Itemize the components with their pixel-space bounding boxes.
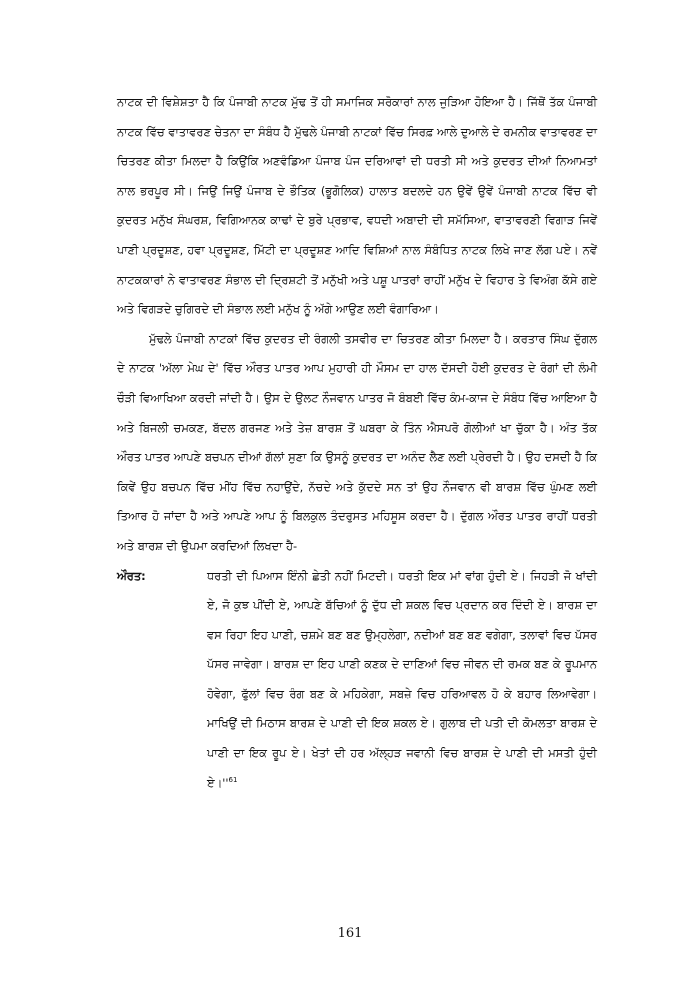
quote-body: ਧਰਤੀ ਦੀ ਪਿਆਸ ਇੰਨੀ ਛੇਤੀ ਨਹੀਂ ਮਿਟਦੀ। ਧਰਤੀ ਇਕ ਮਾਂ ਵਾਂਗ ਹੁੰਦੀ ਏ। ਜਿਹੜੀ ਜੋ ਖਾਂਦੀ ਏ, ਜੋ ਕੁਝ ਪੀਂਦੀ ਏ, ਆਪਣੇ ਬੱਚਿਆਂ ਨੂੰ ਦੁੱਧ ਦੀ ਸ਼ਕਲ ਵਿਚ ਪ੍ਰਦਾਨ ਕਰ ਦਿੰਦੀ ਏ। ਬਾਰਸ਼ ਦਾ ਵਸ ਰਿਹਾ ਇਹ ਪਾਣੀ, ਚਸ਼ਮੇ ਬਣ ਬਣ ਉਮ੍ਹਲੇਗਾ, ਨਦੀਆਂ ਬਣ ਬਣ ਵਗੇਗਾ, ਤਲਾਵਾਂ ਵਿਚ ਪੱਸਰ ਪੱਸਰ ਜਾਵੇਗਾ। ਬਾਰਸ਼ ਦਾ ਇਹ ਪਾਣੀ ਕਣਕ ਦੇ ਦਾਣਿਆਂ ਵਿਚ ਜੀਵਨ ਦੀ ਰਮਕ ਬਣ ਕੇ ਰੂਪਮਾਨ ਹੋਵੇਗਾ, ਫੁੱਲਾਂ ਵਿਚ ਰੰਗ ਬਣ ਕੇ ਮਹਿਕੇਗਾ, ਸਬਜ਼ੇ ਵਿਚ ਹਰਿਆਵਲ ਹੋ ਕੇ ਬਹਾਰ ਲਿਆਵੇਗਾ। ਮਾਖਿਉਂ ਦੀ ਮਿਠਾਸ ਬਾਰਸ਼ ਦੇ ਪਾਣੀ ਦੀ ਇਕ ਸ਼ਕਲ ਏ। ਗੁਲਾਬ ਦੀ ਪਤੀ ਦੀ ਕੋਮਲਤਾ ਬਾਰਸ਼ ਦੇ ਪਾਣੀ ਦਾ ਇਕ ਰੂਪ ਏ। ਖੇਤਾਂ ਦੀ ਹਰ ਅੱਲ੍ਹੜ ਜਵਾਨੀ ਵਿਚ ਬਾਰਸ਼ ਦੇ ਪਾਣੀ ਦੀ ਮਸਤੀ ਹੁੰਦੀ ਏ।'' [207, 568, 597, 790]
footnote-reference: 61 [228, 775, 238, 784]
paragraph: ਮੁੱਢਲੇ ਪੰਜਾਬੀ ਨਾਟਕਾਂ ਵਿੱਚ ਕੁਦਰਤ ਦੀ ਰੰਗਲੀ ਤਸਵੀਰ ਦਾ ਚਿਤਰਣ ਕੀਤਾ ਮਿਲਦਾ ਹੈ। ਕਰਤਾਰ ਸਿੰਘ ਦੁੱਗਲ ਦੇ ਨਾਟਕ 'ਅੱਲਾ ਮੇਘ ਦੇ' ਵਿੱਚ ਔਰਤ ਪਾਤਰ ਆਪ ਮੁਹਾਰੀ ਹੀ ਮੌਸਮ ਦਾ ਹਾਲ ਦੱਸਦੀ ਹੋਈ ਕੁਦਰਤ ਦੇ ਰੰਗਾਂ ਦੀ ਲੰਮੀ ਚੌੜੀ ਵਿਆਖਿਆ ਕਰਦੀ ਜਾਂਦੀ ਹੈ। ਉਸ ਦੇ ਉਲਟ ਨੌਜਵਾਨ ਪਾਤਰ ਜੋ ਬੰਬਈ ਵਿੱਚ ਕੰਮ-ਕਾਜ ਦੇ ਸੰਬੰਧ ਵਿੱਚ ਆਇਆ ਹੈ ਅਤੇ ਬਿਜਲੀ ਚਮਕਣ, ਬੱਦਲ ਗਰਜਣ ਅਤੇ ਤੇਜ਼ ਬਾਰਸ਼ ਤੋਂ ਘਬਰਾ ਕੇ ਤਿੰਨ ਐਸਪਰੋ ਗੋਲੀਆਂ ਖਾ ਚੁੱਕਾ ਹੈ। ਅੰਤ ਤੱਕ ਔਰਤ ਪਾਤਰ ਆਪਣੇ ਬਚਪਨ ਦੀਆਂ ਗੱਲਾਂ ਸੁਣਾ ਕਿ ਉਸਨੂੰ ਕੁਦਰਤ ਦਾ ਅਨੰਦ ਲੈਣ ਲਈ ਪ੍ਰੇਰਦੀ ਹੈ। ਉਹ ਦਸਦੀ ਹੈ ਕਿ ਕਿਵੇਂ ਉਹ ਬਚਪਨ ਵਿੱਚ ਮੀਂਹ ਵਿੱਚ ਨਹਾਉਂਦੇ, ਨੱਚਦੇ ਅਤੇ ਕੁੱਦਦੇ ਸਨ ਤਾਂ ਉਹ ਨੌਜਵਾਨ ਵੀ ਬਾਰਸ਼ ਵਿੱਚ ਘੁੰਮਣ ਲਈ ਤਿਆਰ ਹੋ ਜਾਂਦਾ ਹੈ ਅਤੇ ਆਪਣੇ ਆਪ ਨੂੰ ਬਿਲਕੁਲ ਤੰਦਰੁਸਤ ਮਹਿਸੂਸ ਕਰਦਾ ਹੈ। ਦੁੱਗਲ ਔਰਤ ਪਾਤਰ ਰਾਹੀਂ ਧਰਤੀ ਅਤੇ ਬਾਰਸ਼ ਦੀ ਉਪਮਾ ਕਰਦਿਆਂ ਲਿਖਦਾ ਹੈ- [117, 331, 597, 553]
paragraph: ਨਾਟਕ ਦੀ ਵਿਸ਼ੇਸ਼ਤਾ ਹੈ ਕਿ ਪੰਜਾਬੀ ਨਾਟਕ ਮੁੱਢ ਤੋਂ ਹੀ ਸਮਾਜਿਕ ਸਰੋਕਾਰਾਂ ਨਾਲ ਜੁੜਿਆ ਹੋਇਆ ਹੈ। ਜਿੱਥੋਂ ਤੱਕ ਪੰਜਾਬੀ ਨਾਟਕ ਵਿੱਚ ਵਾਤਾਵਰਣ ਚੇਤਨਾ ਦਾ ਸੰਬੰਧ ਹੈ ਮੁੱਢਲੇ ਪੰਜਾਬੀ ਨਾਟਕਾਂ ਵਿੱਚ ਸਿਰਫ਼ ਆਲੇ ਦੁਆਲੇ ਦੇ ਰਮਨੀਕ ਵਾਤਾਵਰਣ ਦਾ ਚਿਤਰਣ ਕੀਤਾ ਮਿਲਦਾ ਹੈ ਕਿਉਂਕਿ ਅਣਵੰਡਿਆ ਪੰਜਾਬ ਪੰਜ ਦਰਿਆਵਾਂ ਦੀ ਧਰਤੀ ਸੀ ਅਤੇ ਕੁਦਰਤ ਦੀਆਂ ਨਿਆਮਤਾਂ ਨਾਲ ਭਰਪੂਰ ਸੀ। ਜਿਉਂ ਜਿਉਂ ਪੰਜਾਬ ਦੇ ਭੌਤਿਕ (ਭੂਗੋਲਿਕ) ਹਾਲਾਤ ਬਦਲਦੇ ਹਨ ਉਵੇਂ ਉਵੇਂ ਪੰਜਾਬੀ ਨਾਟਕ ਵਿੱਚ ਵੀ ਕੁਦਰਤ ਮਨੁੱਖ ਸੰਘਰਸ਼, ਵਿਗਿਆਨਕ ਕਾਢਾਂ ਦੇ ਬੁਰੇ ਪ੍ਰਭਾਵ, ਵਧਦੀ ਅਬਾਦੀ ਦੀ ਸਮੱਸਿਆ, ਵਾਤਾਵਰਣੀ ਵਿਗਾੜ ਜਿਵੇਂ ਪਾਣੀ ਪ੍ਰਦੂਸ਼ਣ, ਹਵਾ ਪ੍ਰਦੂਸ਼ਣ, ਮਿੱਟੀ ਦਾ ਪ੍ਰਦੂਸ਼ਣ ਆਦਿ ਵਿਸ਼ਿਆਂ ਨਾਲ ਸੰਬੰਧਿਤ ਨਾਟਕ ਲਿਖੇ ਜਾਣ ਲੱਗ ਪਏ। ਨਵੇਂ ਨਾਟਕਕਾਰਾਂ ਨੇ ਵਾਤਾਵਰਣ ਸੰਭਾਲ ਦੀ ਦ੍ਰਿਸ਼ਟੀ ਤੋਂ ਮਨੁੱਖੀ ਅਤੇ ਪਸ਼ੂ ਪਾਤਰਾਂ ਰਾਹੀਂ ਮਨੁੱਖ ਦੇ ਵਿਹਾਰ ਤੇ ਵਿਅੰਗ ਕੱਸੇ ਗਏ ਅਤੇ ਵਿਗੜਦੇ ਚੁਗਿਰਦੇ ਦੀ ਸੰਭਾਲ ਲਈ ਮਨੁੱਖ ਨੂੰ ਅੱਗੇ ਆਉਣ ਲਈ ਵੰਗਾਰਿਆ। [117, 95, 597, 317]
speaker-label: ਔਰਤ: [117, 568, 146, 583]
page-number: 161 [337, 926, 363, 941]
quote-text [207, 562, 597, 799]
dialogue-quote [117, 562, 597, 799]
body-text [117, 88, 597, 798]
